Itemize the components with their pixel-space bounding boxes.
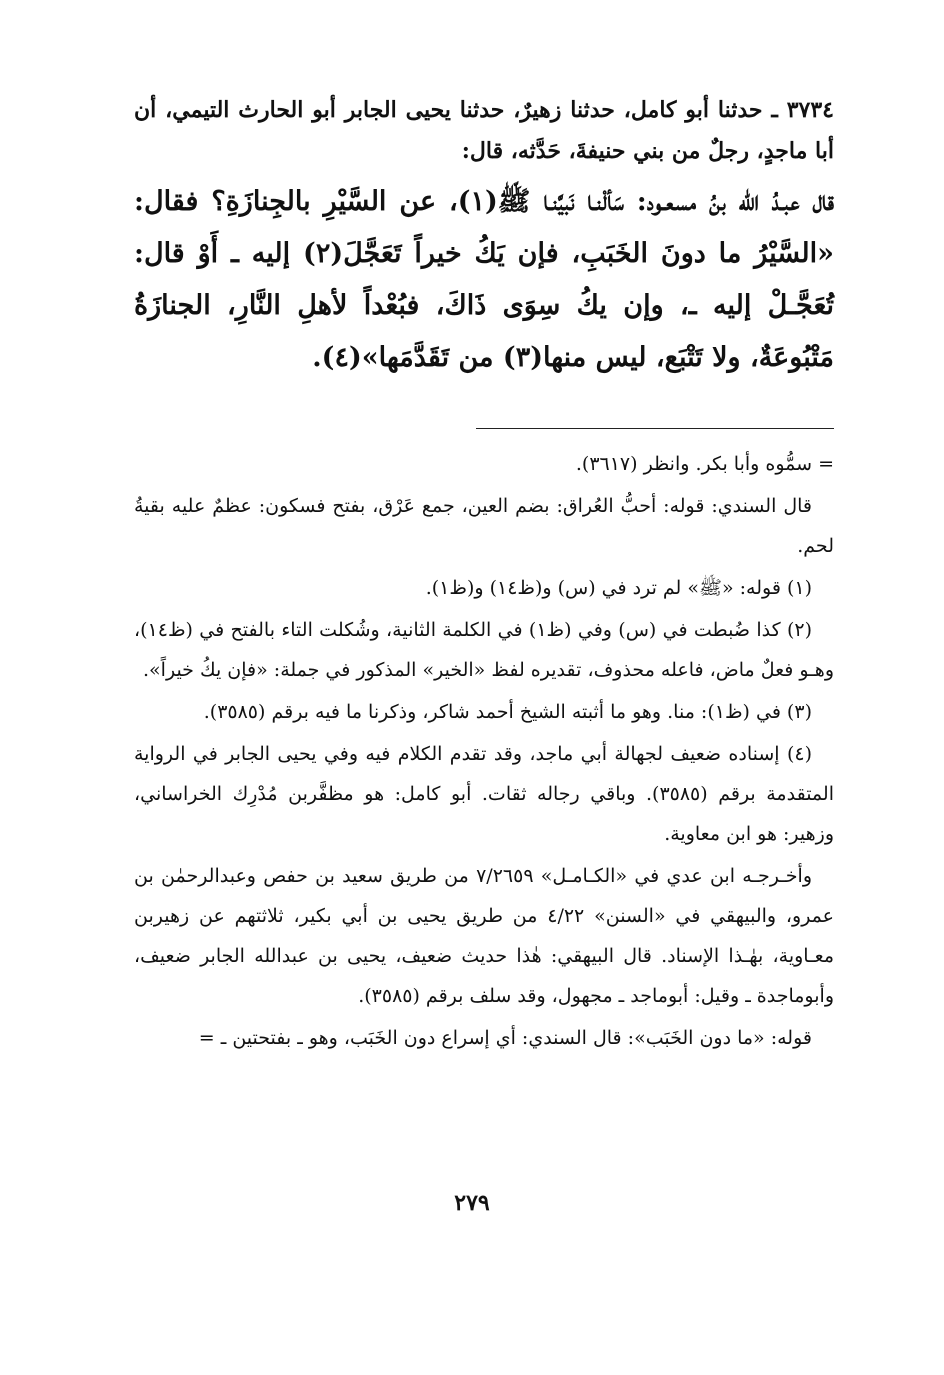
hadith-text	[134, 90, 834, 384]
footnote-3: (٣) في (ظ١): منا. وهو ما أثبته الشيخ أحمد شاكر، وذكرنا ما فيه برقم (٣٥٨٥).	[203, 701, 812, 723]
hadith-isnad: ٣٧٣٤ ـ حدثنا أبو كامل، حدثنا زهيرٌ، حدثنا يحيى الجابر أبو الحارث التيمي، أن أبا ماجدٍ، رجلٌ من بني حنيفةَ، حَدَّثه، قال:	[134, 97, 834, 164]
footnote-sindi-note: قال السندي: قوله: أحبُّ العُراق: بضم العين، جمع عَرْق، بفتح فسكون: عظمٌ عليه بقيةُ لحم.	[134, 495, 834, 557]
footnote-separator	[476, 428, 834, 429]
footnote-4: (٤) إسناده ضعيف لجهالة أبي ماجد، وقد تقدم الكلام فيه وفي يحيى الجابر في الرواية المتقدمة برقم (٣٥٨٥). وباقي رجاله ثقات. أبو كامل: هو مظفَّربن مُدْرِك الخراساني، وزهير: هو ابن معاوية.	[134, 743, 834, 845]
footnote-4-explanation: قوله: «ما دون الخَبَب»: قال السندي: أي إسراع دون الخَبَب، وهو ـ بفتحتين ـ =	[198, 1027, 812, 1049]
footnote-1: (١) قوله: «ﷺ» لم ترد في (س) و(ظ١٤) و(ظ١).	[425, 577, 812, 599]
hadith-matn: قال عبـدُ الله بنُ مسعـود: سَألْنـا نَبيَّنـا ﷺ(١)، عن السَّيْرِ بالجِنازَةِ؟ فقال: «السَّيْرُ ما دونَ الخَبَبِ، فإن يَكُ خيراً تَعَجَّلَ(٢) إليه ـ أَوْ قال: تُعَجَّـلْ إليه ـ، وإن يكُ سِوَى ذَاكَ، فبُعْداً لأهلِ النَّارِ، الجنازَةُ مَتْبُوعَةٌ، ولا تَتْبَع، ليس منها(٣) من تَقَدَّمَها»(٤).	[134, 186, 834, 373]
page-number: ٢٧٩	[454, 1190, 490, 1216]
footnotes	[134, 444, 834, 1060]
footnote-continuation: = سمُّوه وأبا بكر. وانظر (٣٦١٧).	[575, 453, 834, 475]
footnote-2: (٢) كذا ضُبطت في (س) وفي (ظ١) في الكلمة الثانية، وشُكلت التاء بالفتح في (ظ١٤)، وهـو فعلٌ ماض، فاعله محذوف، تقديره لفظ «الخير» المذكور في جملة: «فإن يكُ خيراً».	[134, 619, 834, 681]
footnote-4-takhrij: وأخـرجـه ابن عدي في «الكـامـل» ٧/٢٦٥٩ من طريق سعيد بن حفص وعبدالرحمٰن بن عمرو، والبيهقي في «السنن» ٤/٢٢ من طريق يحيى بن أبي بكير، ثلاثتهم عن زهيربن معـاوية، بهٰـذا الإسناد. قال البيهقي: هٰذا حديث ضعيف، يحيى بن عبدالله الجابر ضعيف، وأبوماجدة ـ وقيل: أبوماجد ـ مجهول، وقد سلف برقم (٣٥٨٥).	[134, 865, 834, 1007]
